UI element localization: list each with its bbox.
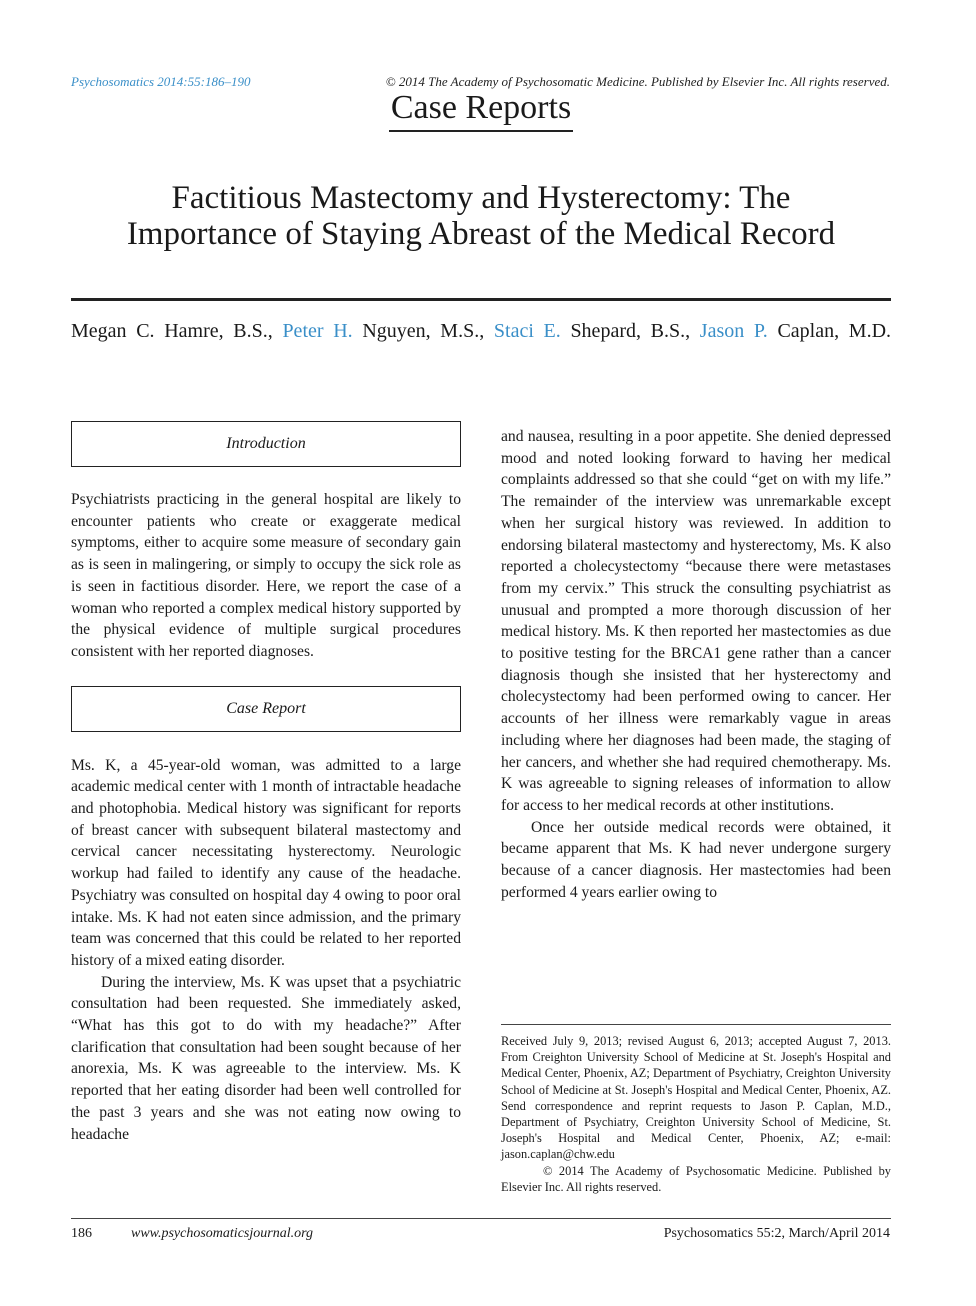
case-report-paragraph-1: Ms. K, a 45-year-old woman, was admitted to a large academic medical center with 1 month of intractable headache and photophobia. Medical history was significant for reports of breast cancer with subsequent bilateral mastectomy and cervical cancer necessitating hysterectomy. Neurologic workup had failed to identify any cause of the headache. Psychiatry was consulted on hospital day 4 owing to poor oral intake. Ms. K had not eaten since admission, and the primary team was concerned that this could be related to her reported history of a mixed eating disorder.	[71, 756, 461, 969]
article-title	[60, 180, 902, 252]
page-number: 186	[71, 1226, 92, 1241]
footnote	[501, 1033, 891, 1195]
section-title	[0, 88, 962, 132]
introduction-text: Psychiatrists practicing in the general hospital are likely to encounter patients who create or exaggerate medical symptoms, either to acquire some measure of secondary gain as is seen in malingering, or simply to occupy the sick role as is seen in factitious disorder. Here, we report the case of a woman who reported a complex medical history supported by the physical evidence of multiple surgical procedures consistent with her reported diagnoses.	[71, 491, 461, 660]
article-title-line-1: Factitious Mastectomy and Hysterectomy: The	[171, 180, 791, 216]
right-column	[501, 426, 891, 903]
footnote-text: Received July 9, 2013; revised August 6, 2013; accepted August 7, 2013. From Creighton University School of Medicine at St. Joseph's Hospital and Medical Center, Phoenix, AZ; Department of Psychiatry, Creighton University School of Medicine at St. Joseph's Hospital and Medical Center, Phoenix, AZ. Send correspondence and reprint requests to Jason P. Caplan, M.D., Department of Psychiatry, Creighton University School of Medicine, St. Joseph's Hospital and Medical Center, Phoenix, AZ; e-mail: jason.caplan@chw.edu	[501, 1034, 891, 1162]
header-copyright: © 2014 The Academy of Psychosomatic Medicine. Published by Elsevier Inc. All rights reserved.	[385, 74, 890, 89]
author-list	[71, 320, 891, 343]
author-3-surname: Shepard, B.S.,	[570, 320, 691, 342]
case-report-heading: Case Report	[71, 686, 461, 732]
title-divider	[71, 298, 891, 301]
author-1: Megan C. Hamre, B.S.,	[71, 320, 273, 342]
author-2-surname: Nguyen, M.S.,	[362, 320, 485, 342]
footer-divider	[71, 1218, 891, 1219]
introduction-heading: Introduction	[71, 421, 461, 467]
case-report-paragraph-2: During the interview, Ms. K was upset that a psychiatric consultation had been requested. She immediately asked, “What has this got to do with my headache?” After clarification that consultation had been sought because of her anorexia, Ms. K was agreeable to the interview. Ms. K reported that her eating disorder had been well controlled for the past 3 years and she was not eating now owing to headache	[71, 973, 461, 1143]
right-paragraph-2: Once her outside medical records were obtained, it became apparent that Ms. K had never undergone surgery because of a cancer diagnosis. Her mastectomies had been performed 4 years earlier owing to	[501, 818, 891, 901]
footnote-copyright: © 2014 The Academy of Psychosomatic Medicine. Published by Elsevier Inc. All rights reserved.	[501, 1163, 891, 1194]
footnote-divider	[501, 1024, 891, 1025]
author-2-given-name-link[interactable]: Peter H.	[282, 320, 353, 342]
left-column	[71, 421, 461, 1145]
journal-website-link[interactable]: www.psychosomaticsjournal.org	[131, 1226, 314, 1241]
journal-reference: Psychosomatics 2014:55:186–190	[71, 74, 251, 89]
article-title-line-2: Importance of Staying Abreast of the Medical Record	[126, 216, 836, 252]
right-paragraph-1: and nausea, resulting in a poor appetite. She denied depressed mood and noted looking forward to having her medical complaints addressed so that she could “get on with my life.” The remainder of the interview was unremarkable except when her surgical history was reviewed. In addition to endorsing bilateral mastectomy and hysterectomy, Ms. K also reported a cholecystectomy “because there were metastases from my cervix.” This struck the consulting psychiatrist as unusual and prompted a more thorough discussion of her medical history. Ms. K then reported her mastectomies as due to positive testing for the BRCA1 gene rather than a cancer diagnosis though she insisted that her hysterectomy and cholecystectomy had been performed owing to cancer. Her accounts of her illness were remarkably vague in areas including where her diagnoses had been made, the staging of her cancers, and whether she had required chemotherapy. Ms. K was agreeable to signing releases of information to allow for access to her medical records at other institutions.	[501, 428, 891, 814]
issue-info: Psychosomatics 55:2, March/April 2014	[663, 1226, 890, 1241]
author-4-given-name-link[interactable]: Jason P.	[699, 320, 768, 342]
section-title-text: Case Reports	[389, 88, 573, 132]
author-4-surname: Caplan, M.D.	[777, 320, 892, 342]
author-3-given-name-link[interactable]: Staci E.	[493, 320, 561, 342]
